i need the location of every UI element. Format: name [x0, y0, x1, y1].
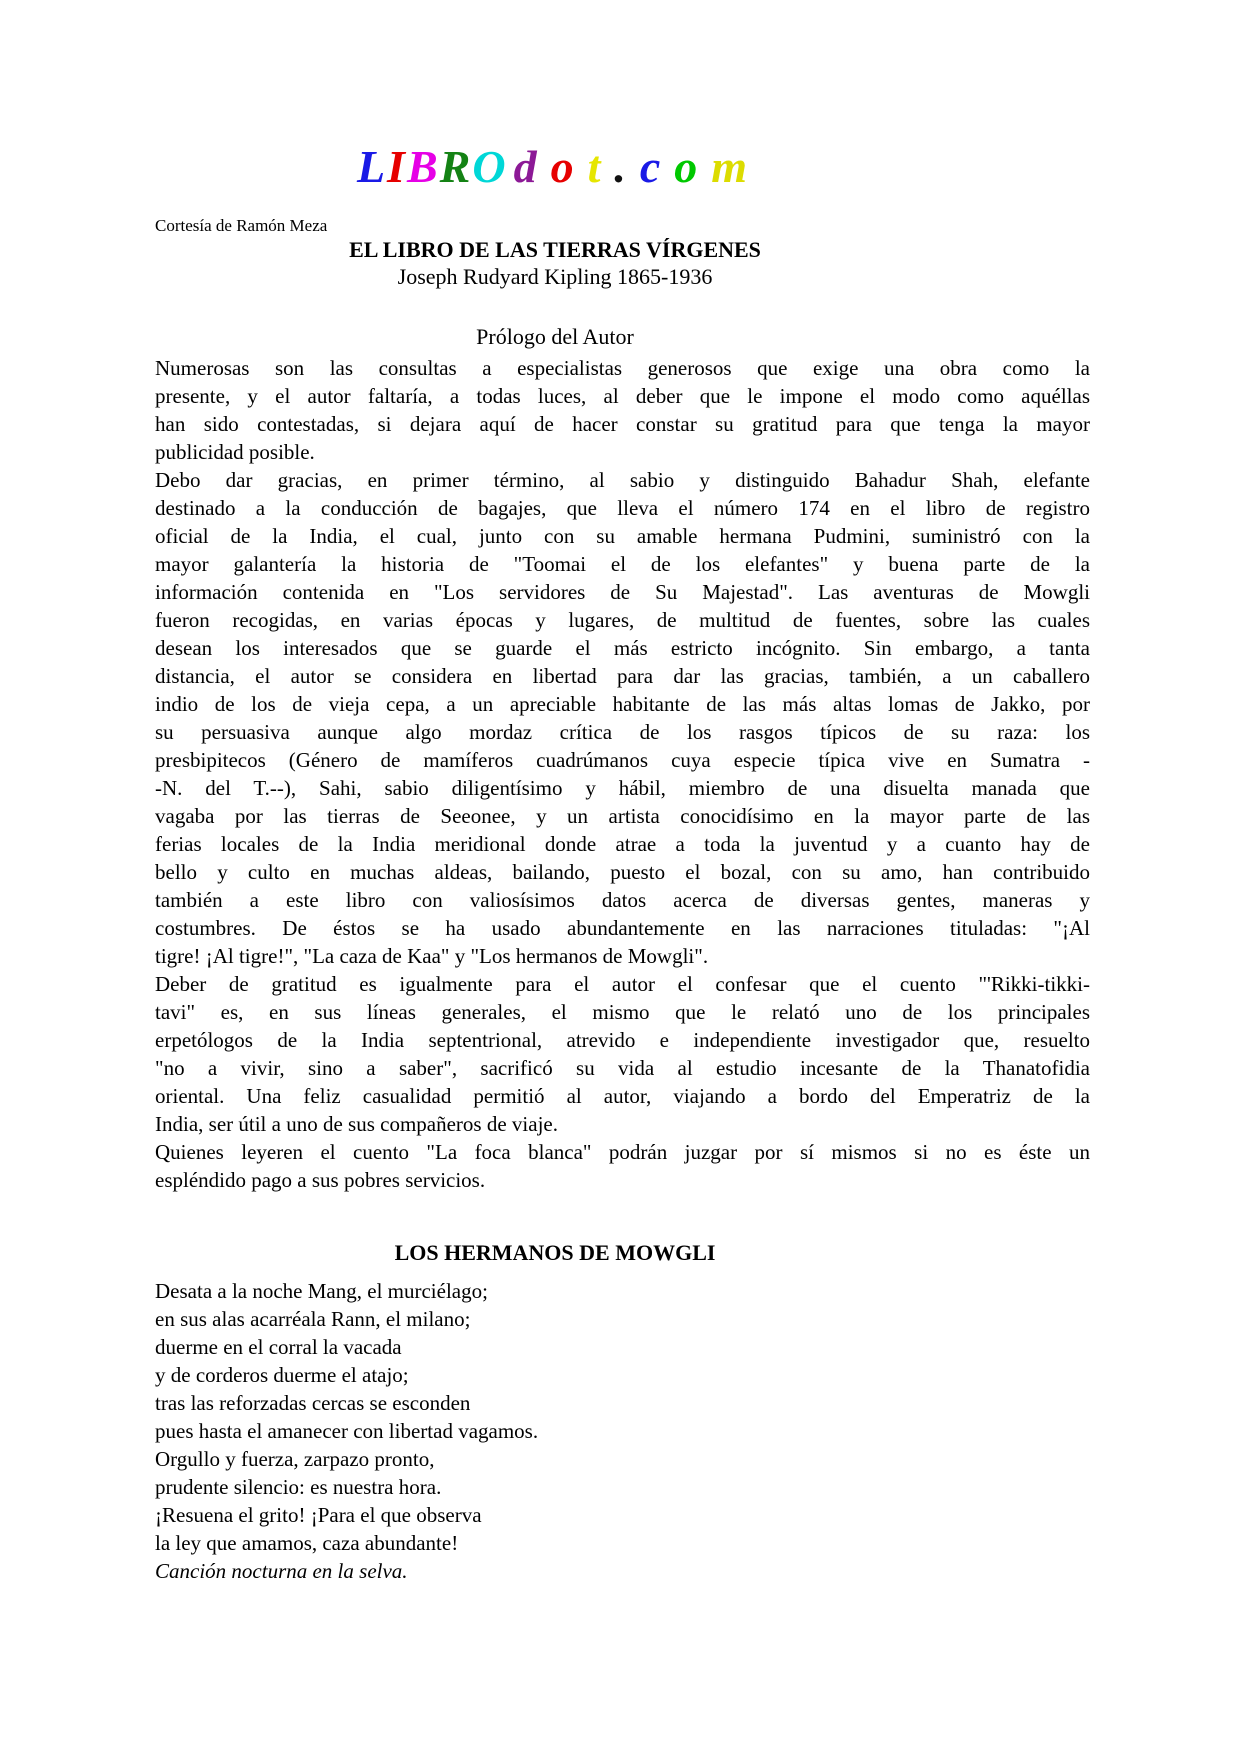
prologue-body — [155, 354, 1090, 1194]
prologue-heading: Prólogo del Autor — [476, 324, 634, 349]
book-title: EL LIBRO DE LAS TIERRAS VÍRGENES — [349, 237, 761, 262]
poem-line: pues hasta el amanecer con libertad vagamos. — [155, 1419, 539, 1443]
poem-line: y de corderos duerme el atajo; — [155, 1363, 409, 1387]
book-author: Joseph Rudyard Kipling 1865-1936 — [397, 264, 713, 289]
poem-line: ¡Resuena el grito! ¡Para el que observa — [155, 1503, 482, 1527]
paragraph-line: desean los interesados que se guarde el más estricto incógnito. Sin embargo, a tanta — [155, 636, 1090, 660]
paragraph-line: oficial de la India, el cual, junto con su amable hermana Pudmini, suministró con la — [155, 524, 1090, 548]
logo-letter: t — [587, 141, 601, 192]
poem-line: prudente silencio: es nuestra hora. — [155, 1475, 442, 1499]
chapter-heading: LOS HERMANOS DE MOWGLI — [394, 1240, 716, 1265]
logo-letter: m — [711, 141, 748, 192]
poem-line: Desata a la noche Mang, el murciélago; — [155, 1279, 488, 1303]
courtesy-note: Cortesía de Ramón Meza — [155, 216, 328, 235]
paragraph-line: costumbres. De éstos se ha usado abundantemente en las narraciones tituladas: "¡Al — [155, 916, 1090, 940]
logo-letter: c — [639, 141, 661, 192]
logo-letter: O — [472, 141, 506, 192]
paragraph-line: "no a vivir, sino a saber", sacrificó su vida al estudio incesante de la Thanatofidia — [155, 1056, 1090, 1080]
paragraph — [155, 466, 1090, 970]
paragraph-line: tigre! ¡Al tigre!", "La caza de Kaa" y "Los hermanos de Mowgli". — [155, 944, 709, 968]
paragraph-line: ferias locales de la India meridional donde atrae a toda la juventud y a cuanto hay de — [155, 832, 1090, 856]
logo-letter: o — [550, 141, 574, 192]
paragraph-line: espléndido pago a sus pobres servicios. — [155, 1168, 486, 1192]
paragraph-line: indio de los de vieja cepa, a un apreciable habitante de las más altas lomas de Jakko, por — [155, 692, 1090, 716]
paragraph-line: también a este libro con valiosísimos datos acerca de diversas gentes, maneras y — [155, 888, 1090, 912]
poem-line: la ley que amamos, caza abundante! — [155, 1531, 459, 1555]
paragraph-line: India, ser útil a uno de sus compañeros de viaje. — [155, 1112, 558, 1136]
paragraph-line: distancia, el autor se considera en libertad para dar las gracias, también, a un caballero — [155, 664, 1090, 688]
paragraph — [155, 354, 1090, 466]
logo-letter: o — [674, 141, 698, 192]
paragraph-line: Quienes leyeren el cuento "La foca blanca" podrán juzgar por sí mismos si no es éste un — [155, 1140, 1090, 1164]
paragraph — [155, 1138, 1090, 1194]
paragraph-line: Debo dar gracias, en primer término, al sabio y distinguido Bahadur Shah, elefante — [155, 468, 1090, 492]
logo-letter: B — [406, 141, 438, 192]
paragraph-line: oriental. Una feliz casualidad permitió al autor, viajando a bordo del Emperatriz de la — [155, 1084, 1090, 1108]
poem-line: tras las reforzadas cercas se esconden — [155, 1391, 471, 1415]
paragraph-line: vagaba por las tierras de Seeonee, y un artista conocidísimo en la mayor parte de las — [155, 804, 1090, 828]
logo-letter: R — [439, 141, 471, 192]
librodot-logo — [155, 140, 955, 193]
logo-letter: d — [513, 141, 537, 192]
paragraph-line: destinado a la conducción de bagajes, que lleva el número 174 en el libro de registro — [155, 496, 1090, 520]
paragraph-line: Numerosas son las consultas a especialistas generosos que exige una obra como la — [155, 356, 1090, 380]
logo-letter: L — [356, 141, 386, 192]
paragraph-line: publicidad posible. — [155, 440, 315, 464]
paragraph-line: bello y culto en muchas aldeas, bailando, puesto el bozal, con su amo, han contribuido — [155, 860, 1090, 884]
logo-letter: . — [614, 141, 626, 192]
paragraph-line: mayor galantería la historia de "Toomai el de los elefantes" y buena parte de la — [155, 552, 1090, 576]
poem — [155, 1277, 1090, 1585]
paragraph-line: presbipitecos (Género de mamíferos cuadrúmanos cuya especie típica vive en Sumatra - — [155, 748, 1090, 772]
poem-caption: Canción nocturna en la selva. — [155, 1559, 408, 1583]
paragraph-line: presente, y el autor faltaría, a todas luces, al deber que le impone el modo como aquéllas — [155, 384, 1090, 408]
poem-line: Orgullo y fuerza, zarpazo pronto, — [155, 1447, 435, 1471]
poem-line: en sus alas acarréala Rann, el milano; — [155, 1307, 471, 1331]
paragraph-line: erpetólogos de la India septentrional, atrevido e independiente investigador que, resuelto — [155, 1028, 1090, 1052]
poem-line: duerme en el corral la vacada — [155, 1335, 402, 1359]
paragraph-line: han sido contestadas, si dejara aquí de hacer constar su gratitud para que tenga la mayor — [155, 412, 1090, 436]
logo-letter: I — [387, 141, 405, 192]
paragraph-line: información contenida en "Los servidores de Su Majestad". Las aventuras de Mowgli — [155, 580, 1090, 604]
paragraph-line: su persuasiva aunque algo mordaz crítica de los rasgos típicos de su raza: los — [155, 720, 1090, 744]
paragraph-line: Deber de gratitud es igualmente para el autor el confesar que el cuento "'Rikki-tikki- — [155, 972, 1090, 996]
paragraph-line: -N. del T.--), Sahi, sabio diligentísimo y hábil, miembro de una disuelta manada que — [155, 776, 1090, 800]
paragraph-line: tavi" es, en sus líneas generales, el mismo que le relató uno de los principales — [155, 1000, 1090, 1024]
paragraph — [155, 970, 1090, 1138]
paragraph-line: fueron recogidas, en varias épocas y lugares, de multitud de fuentes, sobre las cuales — [155, 608, 1090, 632]
